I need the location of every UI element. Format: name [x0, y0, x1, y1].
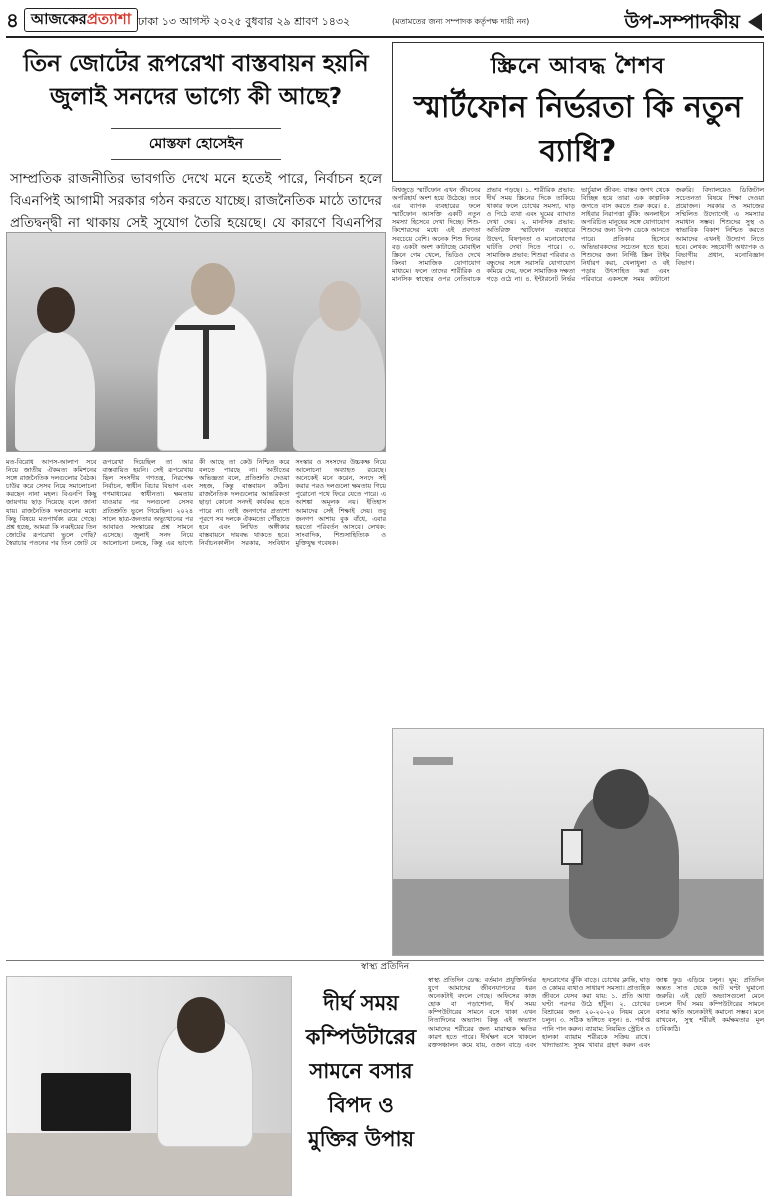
editorial-disclaimer: (মতামতের জন্য সম্পাদক কর্তৃপক্ষ দায়ী নন): [392, 17, 530, 26]
article-2-body: বিশ্বজুড়ে স্মার্টফোন এখন জীবনের অপরিহার্য অংশ হয়ে উঠেছে। তবে এর ব্যাপক ব্যবহারের ফলে স্মার্টফোন আসক্তি একটি নতুন সমস্যা হিসেবে দেখা দিচ্ছে। শিশু-কিশোরদের মধ্যে এই প্রবণতা সবচেয়ে বেশি। অনেক শিশু দিনের বড় একটা অংশ কাটাচ্ছে মোবাইল স্ক্রিনে গেম খেলে, ভিডিও দেখে কিংবা সামাজিক যোগাযোগ মাধ্যমে। ফলে তাদের শারীরিক ও মানসিক স্বাস্থ্যের ওপর নেতিবাচক প্রভাব পড়ছে। ১. শারীরিক প্রভাব: দীর্ঘ সময় স্ক্রিনের দিকে তাকিয়ে থাকার ফলে চোখের সমস্যা, ঘাড় ও পিঠে ব্যথা এবং ঘুমের ব্যাঘাত দেখা দেয়। ২. মানসিক প্রভাব: অতিরিক্ত স্মার্টফোন ব্যবহারে উদ্বেগ, বিষণ্নতা ও মনোযোগের ঘাটতি দেখা দিতে পারে। ৩. সামাজিক প্রভাব: শিশুরা পরিবার ও বন্ধুদের সঙ্গে সরাসরি যোগাযোগ কমিয়ে দেয়, ফলে সামাজিক দক্ষতা গড়ে ওঠে না। ৪. ইন্টারনেট নির্ভর ভার্চুয়াল জীবন: বাস্তব জগৎ থেকে বিচ্ছিন্ন হয়ে তারা এক কাল্পনিক জগতে বাস করতে শুরু করে। ৫. সাইবার নিরাপত্তা ঝুঁকি: অনলাইনে অপরিচিত মানুষের সঙ্গে যোগাযোগ শিশুদের জন্য বিপদ ডেকে আনতে পারে। প্রতিকার হিসেবে অভিভাবকদের সচেতন হতে হবে। শিশুদের জন্য নির্দিষ্ট স্ক্রিন টাইম নির্ধারণ করা, খেলাধুলা ও বই পড়ায় উৎসাহিত করা এবং পরিবারে একসঙ্গে সময় কাটানো জরুরি। বিদ্যালয়েও ডিজিটাল সচেতনতা বিষয়ে শিক্ষা দেওয়া প্রয়োজন। সরকার ও সমাজের সম্মিলিত উদ্যোগেই এ সমস্যার সমাধান সম্ভব। শিশুদের সুস্থ ও স্বাভাবিক বিকাশ নিশ্চিত করতে আমাদের এখনই উদ্যোগ নিতে হবে। লেখক: সহযোগী অধ্যাপক ও বিভাগীয় প্রধান, মনোবিজ্ঞান বিভাগ।: [392, 186, 764, 284]
article-2-kicker: স্ক্রিনে আবদ্ধ শৈশব: [490, 54, 666, 79]
health-section-label: স্বাস্থ্য প্রতিদিন: [6, 960, 764, 974]
article-1-body: মত-বিরোধ আপস-আলাপ সবে নিয়ে জাতীয় ঐকমত্য কমিশনের সঙ্গে রাজনৈতিক দলগুলোর বৈঠক। চাউর করে সেসব নিয়ে সমালোচনা করছেন নানা মহল। বিএনপি কিছু জায়গায় ছাড় দিয়েছে বলে জানা যায়। রাজনৈতিক দলগুলোর মধ্যে কিছু বিষয়ে মতপার্থক্য রয়ে গেছে। প্রশ্ন হচ্ছে, আমরা কি নব্বইয়ের তিন জোটের রূপরেখা ভুলে গেছি? স্বৈরাচার পতনের পর তিন জোট যে রূপরেখা দিয়েছিল তা আর বাস্তবায়িত হয়নি। সেই রূপরেখায় ছিল সংসদীয় গণতন্ত্র, নিরপেক্ষ নির্বাচন, স্বাধীন বিচার বিভাগ এবং গণমাধ্যমের স্বাধীনতা। ক্ষমতায় যাওয়ার পর দলগুলো সেসব প্রতিশ্রুতি ভুলে গিয়েছিল। ২০২৪ সালে ছাত্র-জনতার অভ্যুত্থানের পর আবারও সংস্কারের প্রশ্ন সামনে এসেছে। জুলাই সনদ নিয়ে আলোচনা চলছে, কিন্তু এর ভাগ্যে কী আছে তা কেউ নিশ্চিত করে বলতে পারছে না। অতীতের অভিজ্ঞতা বলে, প্রতিশ্রুতি দেওয়া সহজ, কিন্তু বাস্তবায়ন কঠিন। রাজনৈতিক দলগুলোর আন্তরিকতা ছাড়া কোনো সনদই কার্যকর হতে পারে না। তাই জনগণের প্রত্যাশা পূরণে সব দলকে ঐকমত্যে পৌঁছাতে হবে এবং লিখিত অঙ্গীকার বাস্তবায়নে দায়বদ্ধ থাকতে হবে। নির্বাচনকালীন সরকার, সংবিধান সংস্কার ও সংসদের উচ্চকক্ষ নিয়ে আলোচনা অব্যাহত রয়েছে। অনেকেই মনে করেন, সনদে সই করার পরও দলগুলো ক্ষমতায় গিয়ে পুরোনো পথে ফিরে যেতে পারে। এ আশঙ্কা অমূলক নয়। ইতিহাস আমাদের সেই শিক্ষাই দেয়। তবু জনগণ আশায় বুক বাঁধে, এবার হয়তো পরিবর্তন আসবে। লেখক: সাংবাদিক, শিশুসাহিত্যিক ও মুক্তিযুদ্ধ গবেষক।: [6, 458, 386, 547]
logo-part-1: আজকের: [31, 10, 87, 28]
article-2-header: [392, 42, 764, 182]
article-2-headline[interactable]: স্মার্টফোন নির্ভরতা কি নতুন ব্যাধি?: [413, 90, 743, 169]
article-2-photo: [392, 728, 764, 956]
dateline: ঢাকা ১৩ আগস্ট ২০২৫ বুধবার ২৯ শ্রাবণ ১৪৩২: [138, 15, 351, 28]
smartphone-icon: [561, 829, 583, 865]
article-1-photo: [6, 232, 386, 452]
arrow-left-icon: [748, 13, 762, 31]
article-3-photo: [6, 976, 292, 1196]
newspaper-logo[interactable]: [24, 8, 138, 32]
logo-part-2: প্রত্যাশা: [86, 10, 132, 28]
article-1-lede: সাম্প্রতিক রাজনীতির ভাবগতি দেখে মনে হতেই পারে, নির্বাচন হলে বিএনপিই আগামী সরকার গঠন করতে যাচ্ছে। রাজনৈতিক মাঠে তাদের প্রতিদ্বন্দ্বী না থাকায় সেই সুযোগ তৈরি হয়েছে। যে কারণে বিএনপির: [10, 171, 382, 231]
masthead: [6, 4, 764, 38]
section-title: উপ-সম্পাদকীয়: [624, 11, 740, 33]
computer-monitor-icon: [41, 1073, 131, 1131]
article-1-byline: মোস্তফা হোসেইন: [111, 128, 281, 160]
page-number: ৪: [6, 8, 19, 32]
article-3-headline[interactable]: দীর্ঘ সময় কম্পিউটারের সামনে বসার বিপদ ও মুক্তির উপায়: [305, 991, 417, 1151]
article-1-headline[interactable]: তিন জোটের রূপরেখা বাস্তবায়ন হয়নি জুলাই সনদের ভাগ্যে কী আছে?: [23, 51, 369, 110]
article-3-body: স্বাস্থ্য প্রতিদিন ডেস্ক: বর্তমান প্রযুক্তিনির্ভর যুগে আমাদের জীবনযাপনের ধরন অনেকটাই বদলে গেছে। অফিসের কাজ হোক বা পড়াশোনা, দীর্ঘ সময় কম্পিউটারের সামনে বসে থাকা এখন নিত্যদিনের অভ্যাস। কিন্তু এই অভ্যাস আমাদের শরীরের জন্য মারাত্মক ক্ষতির কারণ হতে পারে। দীর্ঘক্ষণ বসে থাকলে রক্তসঞ্চালন কমে যায়, ওজন বাড়ে এবং হৃদরোগের ঝুঁকি বাড়ে। চোখের ক্লান্তি, ঘাড় ও কোমর ব্যথাও সাধারণ সমস্যা। প্রাত্যহিক জীবনে যেসব করা যায়: ১. প্রতি আধা ঘণ্টা পরপর উঠে হাঁটুন। ২. চোখের বিশ্রামের জন্য ২০-২০-২০ নিয়ম মেনে চলুন। ৩. সঠিক ভঙ্গিতে বসুন। ৪. পর্যাপ্ত পানি পান করুন। ব্যায়াম: নিয়মিত স্ট্রেচিং ও হালকা ব্যায়াম শরীরকে সক্রিয় রাখে। খাদ্যাভ্যাস: সুষম খাবার গ্রহণ করুন এবং জাঙ্ক ফুড এড়িয়ে চলুন। ঘুম: প্রতিদিন অন্তত সাত থেকে আট ঘণ্টা ঘুমানো জরুরি। এই ছোট অভ্যাসগুলো মেনে চললে দীর্ঘ সময় কম্পিউটারের সামনে বসার ক্ষতি অনেকটাই কমানো সম্ভব। মনে রাখবেন, সুস্থ শরীরই কর্মক্ষমতার মূল চাবিকাঠি।: [428, 976, 764, 1049]
